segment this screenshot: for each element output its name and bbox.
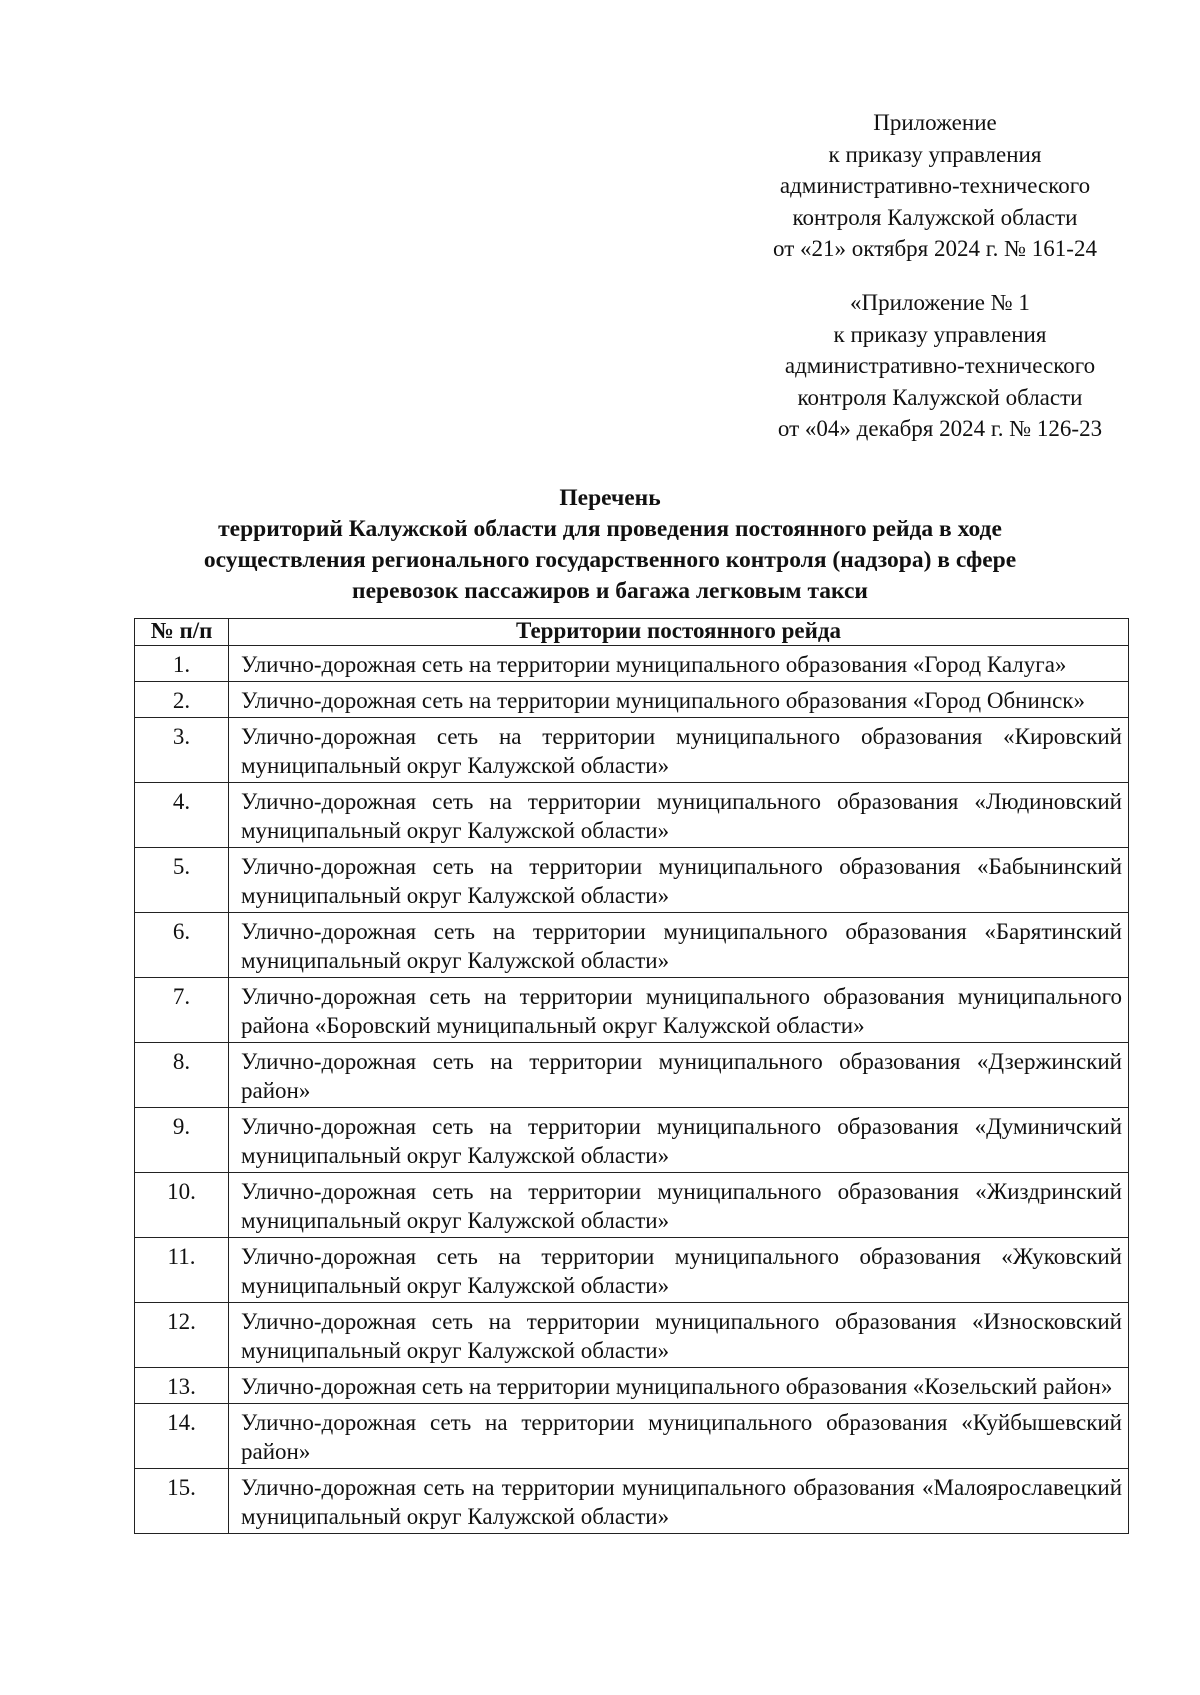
row-number: 4. <box>135 783 229 848</box>
appendix-line: к приказу управления <box>828 141 1042 167</box>
table-row <box>135 1404 1129 1469</box>
row-number: 13. <box>135 1368 229 1404</box>
appendix-line: от «04» декабря 2024 г. № 126-23 <box>777 416 1103 441</box>
row-number: 1. <box>135 646 229 682</box>
table-row <box>135 1469 1129 1534</box>
appendix-line: от «21» октября 2024 г. № 161-24 <box>773 236 1097 261</box>
table-row <box>135 1108 1129 1173</box>
table-row <box>135 1303 1129 1368</box>
territory-description: Улично-дорожная сеть на территории муниципального образования «Кировский муниципальный округ Калужской области» <box>229 718 1129 783</box>
table-row <box>135 783 1129 848</box>
row-number: 9. <box>135 1108 229 1173</box>
title-heading: Перечень <box>559 485 661 511</box>
appendix-line: контроля Калужской области <box>792 204 1078 230</box>
territory-description: Улично-дорожная сеть на территории муниципального образования муниципального района «Боровский муниципальный округ Калужской области» <box>229 978 1129 1043</box>
row-number: 12. <box>135 1303 229 1368</box>
document-title <box>150 483 1070 607</box>
territory-description: Улично-дорожная сеть на территории муниципального образования «Дзержинский район» <box>229 1043 1129 1108</box>
territories-table <box>134 618 1129 1534</box>
row-number: 3. <box>135 718 229 783</box>
appendix-line: контроля Калужской области <box>797 384 1083 410</box>
territory-description: Улично-дорожная сеть на территории муниципального образования «Думиничский муниципальный округ Калужской области» <box>229 1108 1129 1173</box>
territory-description: Улично-дорожная сеть на территории муниципального образования «Износковский муниципальный округ Калужской области» <box>229 1303 1129 1368</box>
table-row <box>135 848 1129 913</box>
territory-description: Улично-дорожная сеть на территории муниципального образования «Жуковский муниципальный округ Калужской области» <box>229 1238 1129 1303</box>
territory-description: Улично-дорожная сеть на территории муниципального образования «Город Калуга» <box>229 646 1129 682</box>
table-row <box>135 913 1129 978</box>
appendix-line: «Приложение № 1 <box>850 290 1030 315</box>
title-line: осуществления регионального государственного контроля (надзора) в сфере <box>203 547 1017 573</box>
territory-description: Улично-дорожная сеть на территории муниципального образования «Барятинский муниципальный округ Калужской области» <box>229 913 1129 978</box>
column-header-territory: Территории постоянного рейда <box>229 619 1129 646</box>
row-number: 11. <box>135 1238 229 1303</box>
territory-description: Улично-дорожная сеть на территории муниципального образования «Куйбышевский район» <box>229 1404 1129 1469</box>
territory-description: Улично-дорожная сеть на территории муниципального образования «Жиздринский муниципальный округ Калужской области» <box>229 1173 1129 1238</box>
row-number: 10. <box>135 1173 229 1238</box>
table-header-row <box>135 619 1129 646</box>
table-row <box>135 1043 1129 1108</box>
table-row <box>135 646 1129 682</box>
territory-description: Улично-дорожная сеть на территории муниципального образования «Бабынинский муниципальный округ Калужской области» <box>229 848 1129 913</box>
row-number: 2. <box>135 682 229 718</box>
row-number: 15. <box>135 1469 229 1534</box>
territory-description: Улично-дорожная сеть на территории муниципального образования «Людиновский муниципальный округ Калужской области» <box>229 783 1129 848</box>
table-row <box>135 1238 1129 1303</box>
column-header-number: № п/п <box>135 619 229 646</box>
appendix-line: административно-технического <box>784 353 1096 378</box>
row-number: 7. <box>135 978 229 1043</box>
appendix-line: к приказу управления <box>833 321 1047 347</box>
title-line: перевозок пассажиров и багажа легковым такси <box>352 578 868 604</box>
territory-description: Улично-дорожная сеть на территории муниципального образования «Козельский район» <box>229 1368 1129 1404</box>
row-number: 6. <box>135 913 229 978</box>
row-number: 14. <box>135 1404 229 1469</box>
appendix-line: Приложение <box>873 110 997 135</box>
row-number: 5. <box>135 848 229 913</box>
table-row <box>135 682 1129 718</box>
territory-description: Улично-дорожная сеть на территории муниципального образования «Малоярославецкий муниципальный округ Калужской области» <box>229 1469 1129 1534</box>
table-row <box>135 978 1129 1043</box>
table-row <box>135 1368 1129 1404</box>
row-number: 8. <box>135 1043 229 1108</box>
table-row <box>135 718 1129 783</box>
appendix-header-original <box>730 287 1150 445</box>
table-row <box>135 1173 1129 1238</box>
title-line: территорий Калужской области для проведения постоянного рейда в ходе <box>218 516 1002 542</box>
appendix-header-current <box>725 107 1145 265</box>
appendix-line: административно-технического <box>779 173 1091 198</box>
territory-description: Улично-дорожная сеть на территории муниципального образования «Город Обнинск» <box>229 682 1129 718</box>
